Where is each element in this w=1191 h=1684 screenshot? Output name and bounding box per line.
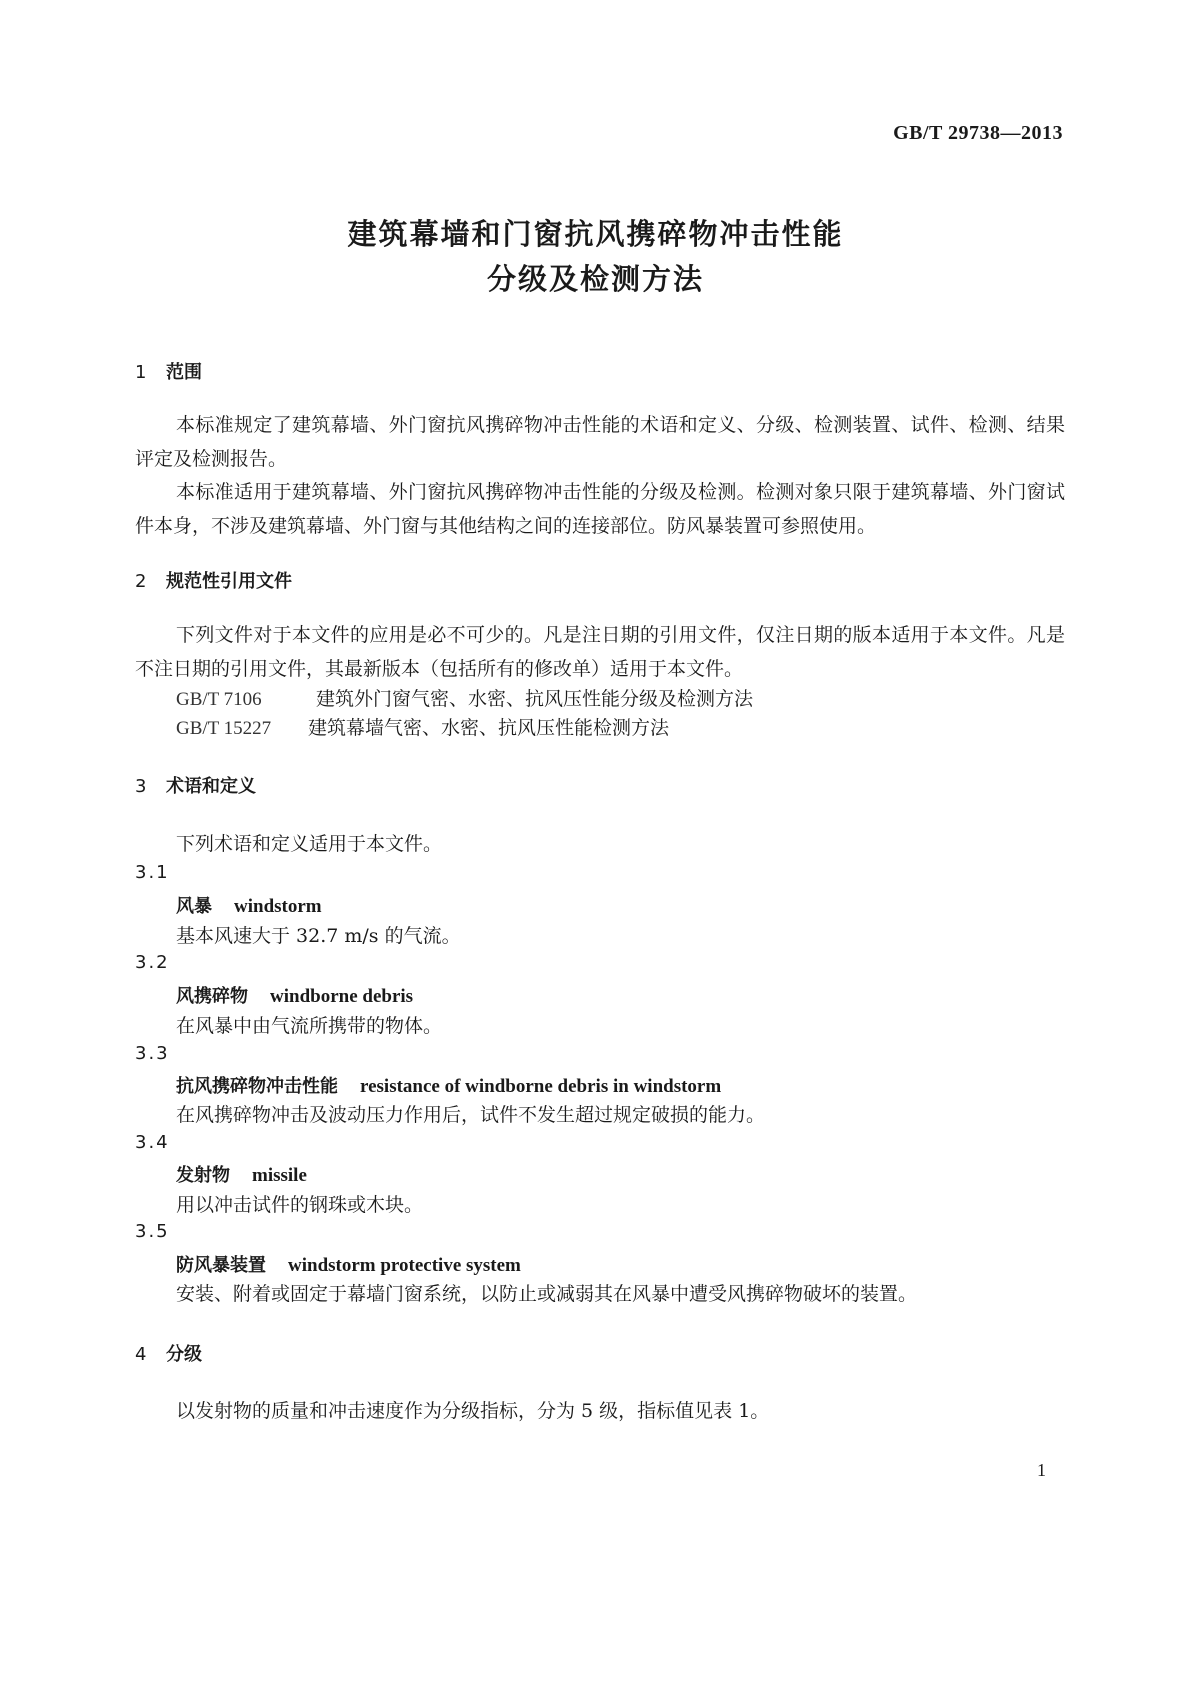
term-name xyxy=(176,1251,521,1277)
section-3-heading xyxy=(135,772,256,798)
term-name-zh: 风携碎物 xyxy=(176,986,248,1007)
term-name-en: missile xyxy=(252,1165,307,1186)
term-number: 3.2 xyxy=(135,952,170,973)
section-number: 4 xyxy=(135,1344,147,1365)
reference-title: 建筑幕墙气密、水密、抗风压性能检测方法 xyxy=(308,717,670,739)
section-1-heading xyxy=(135,358,202,384)
section-number: 3 xyxy=(135,776,147,797)
term-name-zh: 防风暴装置 xyxy=(176,1255,266,1276)
term-name-zh: 抗风携碎物冲击性能 xyxy=(176,1076,338,1097)
term-name-en: windstorm protective system xyxy=(288,1255,521,1276)
term-definition: 在风暴中由气流所携带的物体。 xyxy=(176,1015,443,1037)
term-number: 3.4 xyxy=(135,1132,170,1153)
section-title: 术语和定义 xyxy=(166,776,256,797)
normative-reference xyxy=(176,713,669,740)
document-title-line1: 建筑幕墙和门窗抗风携碎物冲击性能 xyxy=(347,217,844,251)
section-2-heading xyxy=(135,567,292,593)
term-name-zh: 发射物 xyxy=(176,1165,230,1186)
term-name-en: windborne debris xyxy=(270,986,414,1007)
term-number: 3.5 xyxy=(135,1221,170,1242)
section-title: 规范性引用文件 xyxy=(166,571,292,592)
term-name-en: windstorm xyxy=(234,896,322,917)
section-title: 范围 xyxy=(166,362,202,383)
reference-code: GB/T 15227 xyxy=(176,718,272,739)
term-number: 3.1 xyxy=(135,862,170,883)
reference-title: 建筑外门窗气密、水密、抗风压性能分级及检测方法 xyxy=(316,688,754,710)
term-name xyxy=(176,1161,307,1187)
section-number: 2 xyxy=(135,571,147,592)
document-title-line2: 分级及检测方法 xyxy=(486,262,704,296)
standard-code: GB/T 29738—2013 xyxy=(893,122,1063,144)
term-name xyxy=(176,1072,721,1098)
section-1-paragraph-2: 本标准适用于建筑幕墙、外门窗抗风携碎物冲击性能的分级及检测。检测对象只限于建筑幕墙、外门窗试件本身，不涉及建筑幕墙、外门窗与其他结构之间的连接部位。防风暴装置可参照使用。 xyxy=(135,481,1065,537)
section-4-paragraph-1: 以发射物的质量和冲击速度作为分级指标，分为 5 级，指标值见表 1。 xyxy=(176,1400,770,1422)
term-definition: 用以冲击试件的钢珠或木块。 xyxy=(176,1194,424,1216)
term-definition: 在风携碎物冲击及波动压力作用后，试件不发生超过规定破损的能力。 xyxy=(176,1104,766,1126)
page-number: 1 xyxy=(1037,1460,1046,1480)
section-2-paragraph-1: 下列文件对于本文件的应用是必不可少的。凡是注日期的引用文件，仅注日期的版本适用于本文件。凡是不注日期的引用文件，其最新版本（包括所有的修改单）适用于本文件。 xyxy=(135,624,1065,680)
reference-code: GB/T 7106 xyxy=(176,689,262,710)
section-number: 1 xyxy=(135,362,147,383)
section-4-heading xyxy=(135,1340,202,1366)
section-3-intro: 下列术语和定义适用于本文件。 xyxy=(176,833,443,855)
section-title: 分级 xyxy=(166,1344,202,1365)
section-1-paragraph-1: 本标准规定了建筑幕墙、外门窗抗风携碎物冲击性能的术语和定义、分级、检测装置、试件、检测、结果评定及检测报告。 xyxy=(135,414,1065,470)
term-number: 3.3 xyxy=(135,1043,170,1064)
term-definition: 安装、附着或固定于幕墙门窗系统，以防止或减弱其在风暴中遭受风携碎物破坏的装置。 xyxy=(176,1283,918,1305)
term-name xyxy=(176,982,413,1008)
term-name-zh: 风暴 xyxy=(176,896,212,917)
term-name-en: resistance of windborne debris in windstorm xyxy=(360,1076,722,1097)
normative-reference xyxy=(176,684,753,711)
term-name xyxy=(176,892,322,918)
term-definition: 基本风速大于 32.7 m/s 的气流。 xyxy=(176,925,461,947)
